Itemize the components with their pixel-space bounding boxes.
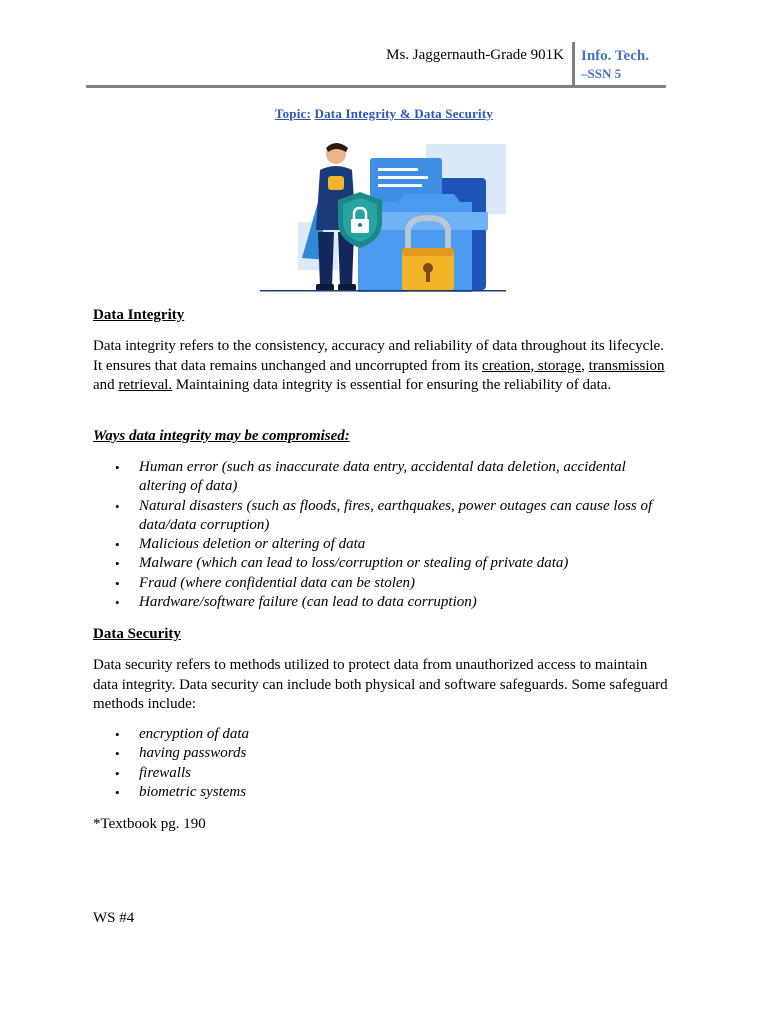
term-creation-storage: creation, storage, (482, 357, 585, 374)
bullet-icon: • (115, 746, 120, 762)
bullet-icon: • (115, 556, 120, 572)
list-item: • biometric systems (93, 783, 673, 802)
list-item: • encryption of data (93, 725, 673, 744)
list-item: • Hardware/software failure (can lead to data corruption) (93, 593, 673, 612)
bullet-icon: • (115, 784, 120, 800)
bullet-icon: • (115, 575, 120, 591)
list-item: • Malicious deletion or altering of data (93, 535, 673, 554)
header-rule (86, 85, 666, 88)
integrity-paragraph: Data integrity refers to the consistency, accuracy and reliability of data throughout its lifecycle. It ensures that data remains unchanged and uncorrupted from its creation, storage, transmission and retrieval. Maintaining data integrity is essential for ensuring the reliability of data. (93, 338, 665, 393)
topic-title: Data Integrity & Data Security (314, 106, 494, 121)
term-retrieval: retrieval. (118, 377, 173, 393)
bullet-icon: • (115, 498, 120, 514)
list-item: • firewalls (93, 764, 673, 783)
term-transmission: transmission (588, 357, 665, 374)
list-item: • Natural disasters (such as floods, fires, earthquakes, power outages can cause loss of data/data corruption) (115, 497, 653, 533)
header-subject: Info. Tech. (581, 48, 649, 64)
bullet-icon: • (115, 537, 120, 553)
header-subject-code: –SSN 5 (581, 66, 622, 81)
bullet-icon: • (115, 595, 120, 611)
ground-line (260, 290, 506, 292)
list-item: • Human error (such as inaccurate data entry, accidental data deletion, accidental altering of data) (115, 459, 626, 495)
integrity-heading: Data Integrity (93, 307, 185, 323)
methods-list (93, 725, 673, 802)
list-item: • having passwords (93, 744, 673, 763)
list-item: • Malware (which can lead to loss/corruption or stealing of private data) (93, 554, 673, 573)
bullet-icon: • (115, 765, 120, 781)
textbook-reference: *Textbook pg. 190 (93, 816, 206, 832)
header-subject-block (581, 47, 649, 83)
security-heading: Data Security (93, 626, 181, 642)
topic-prefix: Topic: (274, 106, 312, 121)
list-item: • Fraud (where confidential data can be stolen) (93, 574, 673, 593)
security-paragraph: Data security refers to methods utilized to protect data from unauthorized access to maintain data integrity. Data security can include both physical and software safeguards. Some safeguard methods include: (93, 657, 668, 712)
worksheet-number: WS #4 (93, 910, 135, 926)
page-title (0, 106, 768, 122)
bullet-icon: • (115, 460, 120, 475)
ways-list (93, 458, 673, 612)
header-vertical-divider (572, 42, 575, 87)
header-teacher-grade: Ms. Jaggernauth-Grade 901K (386, 47, 564, 63)
bullet-icon: • (115, 727, 120, 742)
shield-padlock-guard-illustration (258, 140, 510, 296)
ways-heading: Ways data integrity may be compromised: (93, 428, 350, 444)
